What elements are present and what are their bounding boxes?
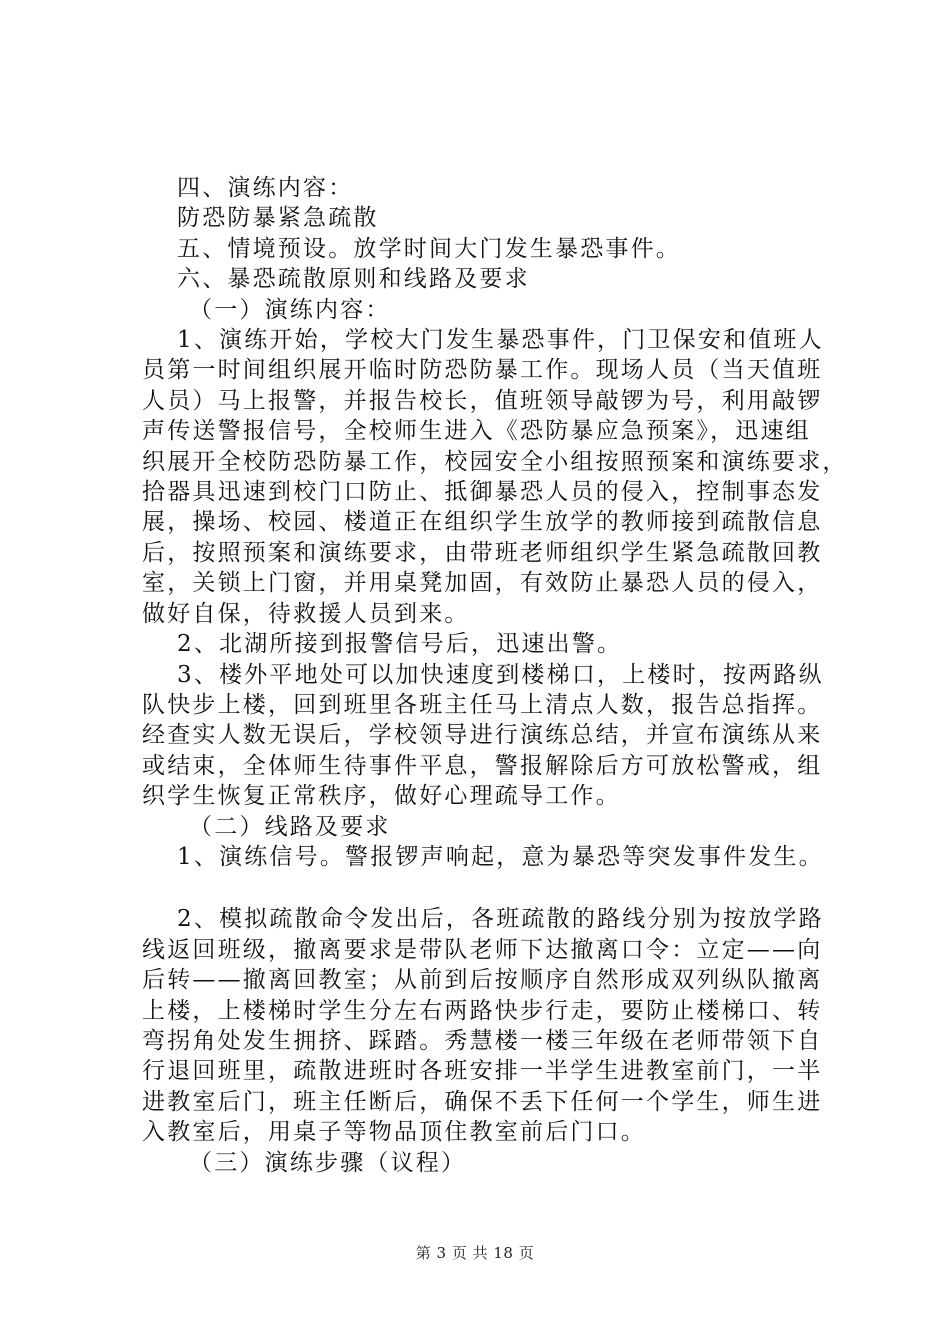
paragraph-line: 做好自保，待救援人员到来。 <box>142 600 470 627</box>
paragraph-line: 员第一时间组织展开临时防恐防暴工作。现场人员（当天值班 <box>142 357 823 384</box>
subsection-heading: （一）演练内容： <box>189 296 391 323</box>
section-heading: 六、暴恐疏散原则和线路及要求 <box>177 266 530 293</box>
paragraph-line: 入教室后，用桌子等物品顶住教室前后门口。 <box>142 1119 646 1146</box>
paragraph-line: 或结束，全体师生待事件平息，警报解除后方可放松警戒，组 <box>142 752 823 779</box>
paragraph-line: 队快步上楼，回到班里各班主任马上清点人数，报告总指挥。 <box>142 691 823 718</box>
paragraph-line: 线返回班级，撤离要求是带队老师下达撤离口令：立定——向 <box>142 936 823 963</box>
subsection-heading: （三）演练步骤（议程） <box>189 1149 467 1176</box>
paragraph-line: 后转——撤离回教室；从前到后按顺序自然形成双列纵队撤离 <box>142 967 823 994</box>
paragraph-line: 3、楼外平地处可以加快速度到楼梯口，上楼时，按两路纵 <box>177 661 824 688</box>
paragraph-line: 2、模拟疏散命令发出后，各班疏散的路线分别为按放学路 <box>177 906 824 933</box>
paragraph-line: 织展开全校防恐防暴工作，校园安全小组按照预案和演练要求， <box>142 448 848 475</box>
paragraph-line: 行退回班里，疏散进班时各班安排一半学生进教室前门，一半 <box>142 1058 823 1085</box>
paragraph-line: 室，关锁上门窗，并用桌凳加固，有效防止暴恐人员的侵入， <box>142 570 823 597</box>
paragraph-line: 上楼，上楼梯时学生分左右两路快步行走，要防止楼梯口、转 <box>142 997 823 1024</box>
paragraph-line: 2、北湖所接到报警信号后，迅速出警。 <box>177 631 623 658</box>
paragraph-line: 进教室后门，班主任断后，确保不丢下任何一个学生，师生进 <box>142 1088 823 1115</box>
paragraph-line: 拾器具迅速到校门口防止、抵御暴恐人员的侵入，控制事态发 <box>142 479 823 506</box>
paragraph-line: 1、演练开始，学校大门发生暴恐事件，门卫保安和值班人 <box>177 327 824 354</box>
paragraph-line: 展，操场、校园、楼道正在组织学生放学的教师接到疏散信息 <box>142 509 823 536</box>
page-number-footer: 第 3 页 共 18 页 <box>415 1244 535 1262</box>
document-body <box>142 173 848 1178</box>
paragraph-line: 声传送警报信号，全校师生进入《恐防暴应急预案》，迅速组 <box>142 418 811 445</box>
subsection-heading: （二）线路及要求 <box>189 813 391 840</box>
section-heading: 五、情境预设。放学时间大门发生暴恐事件。 <box>177 235 681 262</box>
paragraph-line: 弯拐角处发生拥挤、踩踏。秀慧楼一楼三年级在老师带领下自 <box>142 1027 823 1054</box>
paragraph-line: 织学生恢复正常秩序，做好心理疏导工作。 <box>142 783 621 810</box>
text-line: 防恐防暴紧急疏散 <box>177 205 379 232</box>
paragraph-line: 经查实人数无误后，学校领导进行演练总结，并宣布演练从来 <box>142 722 823 749</box>
paragraph-line: 人员）马上报警，并报告校长，值班领导敲锣为号，利用敲锣 <box>142 387 823 414</box>
paragraph-line: 后，按照预案和演练要求，由带班老师组织学生紧急疏散回教 <box>142 539 823 566</box>
section-heading: 四、演练内容： <box>177 175 354 201</box>
paragraph-line: 1、演练信号。警报锣声响起，意为暴恐等突发事件发生。 <box>177 843 824 870</box>
paragraph-gap <box>142 872 838 904</box>
